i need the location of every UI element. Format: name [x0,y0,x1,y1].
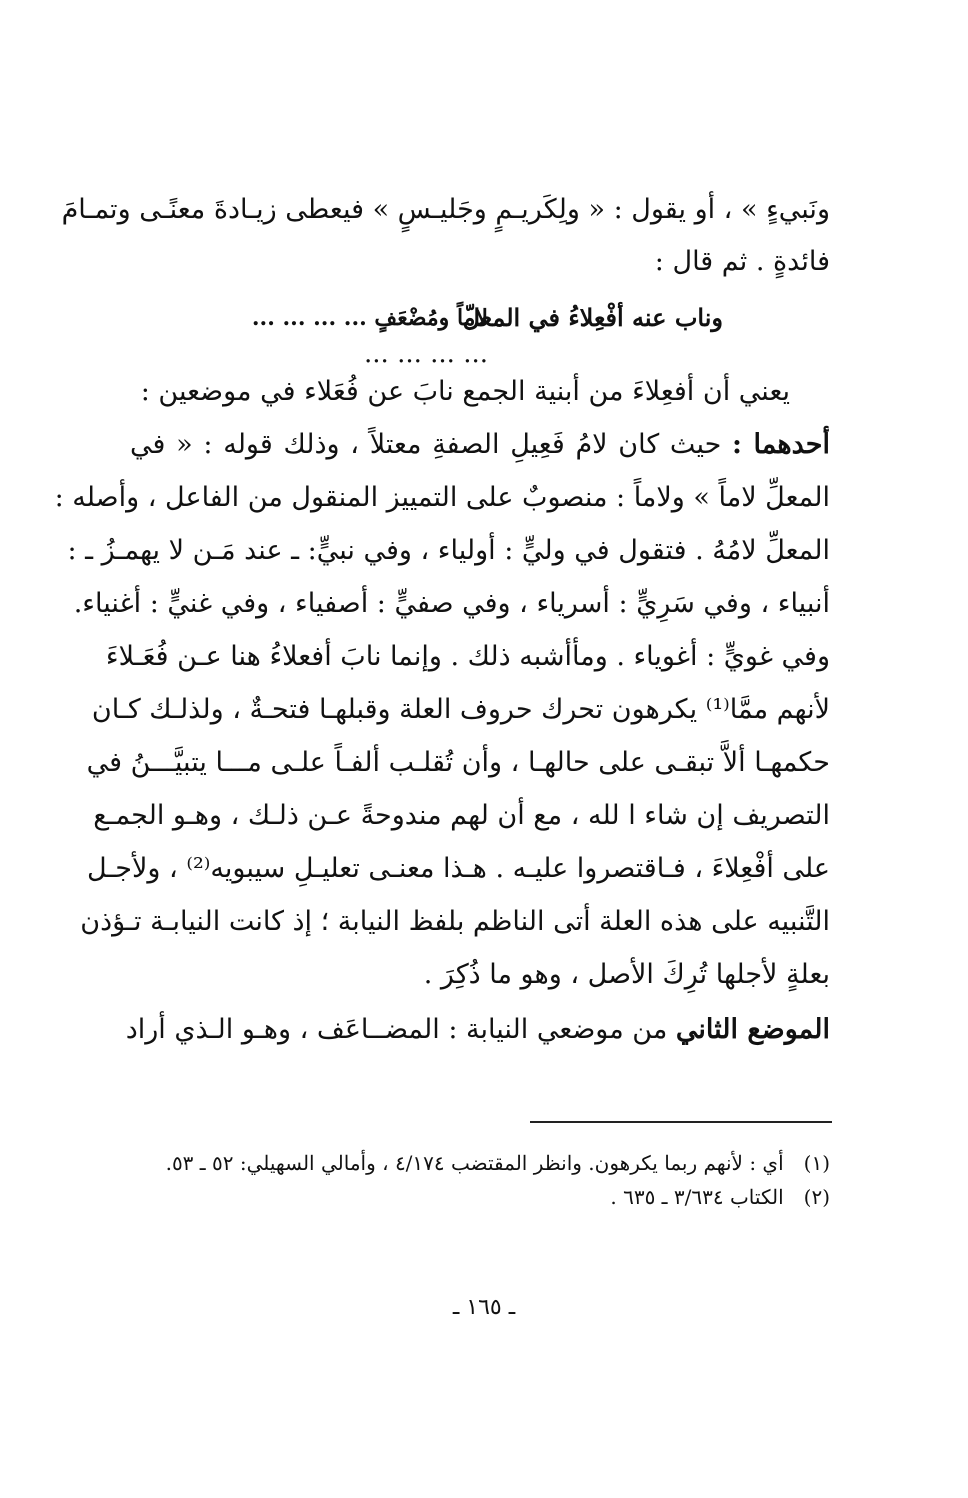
body-line [125,1010,830,1050]
body-line: التصريف إن شاء ا لله ، مع أن لهم مندوحةً عـن ذلـك ، وهـو الجمـع [93,800,830,831]
body-line-text: حيث كان لامُ فَعِيلِ الصفةِ معتلاً ، وذلك قوله : « في [130,429,722,460]
body-line [130,425,830,465]
page-number: ـ ١٦٥ ـ [452,1295,516,1320]
footnote-number: (٢) [803,1185,830,1209]
body-line: فائدةٍ . ثم قال : [654,246,830,277]
footnote-2 [610,1182,830,1212]
body-line: بعلةٍ لأجلها تُرِكَ الأصل ، وهو ما ذُكِرَ . [423,959,830,990]
footnote-1 [166,1148,830,1178]
body-line: حكمهـا ألاَّ تبقـى على حالهـا ، وأن تُقلـب ألفـاً علـى مـــا يتبيَّـــنُ في [86,747,830,778]
verse-continuation: ... ... ... ... [364,339,488,369]
body-line: المعلِّ لاماً » ولاماً : منصوبٌ على التمييز المنقول من الفاعل ، وأصله : [54,482,830,513]
footnote-text: أي : لأنهم ربما يكرهون. وانظر المقتضب ٤/١٧٤ ، وأمالي السهيلي: ٥٢ ـ ٥٣. [165,1151,784,1175]
body-line: المعلِّ لامُهُ . فتقول في وليٍّ : أولياء ، وفي نبيٍّ: ـ عند مَـن لا يهمـزُ ـ : [67,535,830,566]
body-line: أنبياء ، وفي سَرِيٍّ : أسرياء ، وفي صفيٍّ : أصفياء ، وفي غنيٍّ : أغنياء. [73,588,830,619]
verse-second-half: لاماً ومُضْعَفٍ ... ... ... ... [251,305,488,331]
body-line: لأنهم ممَّا⁽¹⁾ يكرهون تحرك حروف العلة وقبلهـا فتحـةٌ ، ولذلـك كـان [91,694,830,725]
body-line: على أفْعِلاءَ ، فـاقتصروا عليـه . هـذا معنـى تعليـلِ سيبويه⁽²⁾ ، ولأجـل [86,853,830,884]
body-line-text: من موضعي النيابة : المضــاعَف ، وهـو الـذي أراد [125,1014,668,1045]
body-line: ونَبيءٍ » ، أو يقول : « ولِكَريـمٍ وجَليـسٍ » فيعطى زيـادةَ معنًـى وتمـامَ [61,194,830,225]
second-position-heading: الموضع الثاني [675,1014,830,1045]
footnote-number: (١) [803,1151,830,1175]
body-line: التَّنبيه على هذه العلة أتى الناظم بلفظ النيابة ؛ إذ كانت النيابـة تـؤذن [80,906,830,937]
footnote-separator [530,1121,832,1123]
body-line: وفي غويٍّ : أغوياء . ومأأشبه ذلك . وإنما نابَ أفعلاءُ هنا عـن فُعَـلاءَ [105,641,830,672]
verse-first-half: وناب عنه أفْعِلاءُ في المعلّ [462,303,723,332]
body-line: يعني أن أفعِلاءَ من أبنية الجمع نابَ عن فُعَلاء في موضعين : [140,376,790,407]
footnote-text: الكتاب ٣/٦٣٤ ـ ٦٣٥ . [610,1185,784,1209]
first-position-heading: أحدهما : [732,429,830,460]
